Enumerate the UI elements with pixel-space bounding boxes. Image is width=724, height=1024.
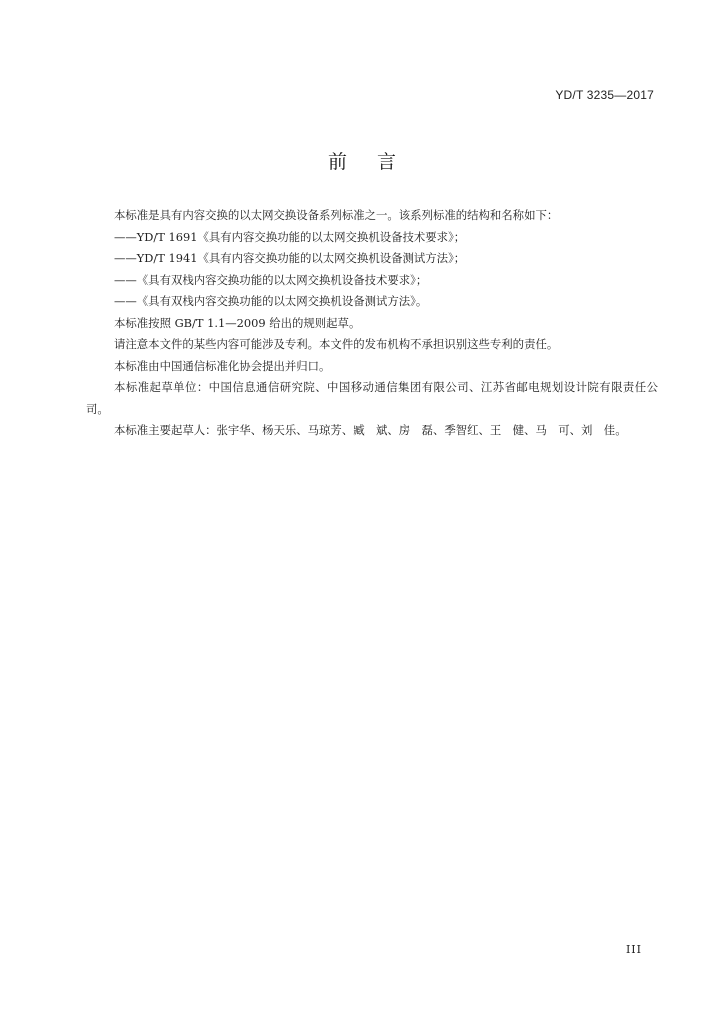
list-item: ——YD/T 1941《具有内容交换功能的以太网交换机设备测试方法》； [114,251,466,265]
standard-number: YD/T 3235—2017 [555,88,654,102]
paragraph-proposer: 本标准由中国通信标准化协会提出并归口。 [114,358,331,373]
list-item: ——《具有双栈内容交换功能的以太网交换机设备测试方法》。 [114,294,428,308]
page-number: III [625,943,642,956]
body-text [86,205,658,442]
list-item: ——YD/T 1691《具有内容交换功能的以太网交换机设备技术要求》； [114,229,466,244]
page-title: 前言 [327,151,426,173]
paragraph-drafters: 本标准主要起草人：张宇华、杨天乐、马琼芳、臧 斌、房 磊、季智红、王 健、马 可、刘 佳。 [114,423,627,437]
paragraph-drafting-units: 本标准起草单位：中国信息通信研究院、中国移动通信集团有限公司、江苏省邮电规划设计院有限责任公司。 [86,380,658,416]
list-item: ——《具有双栈内容交换功能的以太网交换机设备技术要求》； [114,272,428,287]
paragraph-intro: 本标准是具有内容交换的以太网交换设备系列标准之一。该系列标准的结构和名称如下： [114,208,559,222]
paragraph-patent-notice: 请注意本文件的某些内容可能涉及专利。本文件的发布机构不承担识别这些专利的责任。 [114,337,559,351]
paragraph-drafting-rules: 本标准按照 GB/T 1.1—2009 给出的规则起草。 [114,315,361,330]
